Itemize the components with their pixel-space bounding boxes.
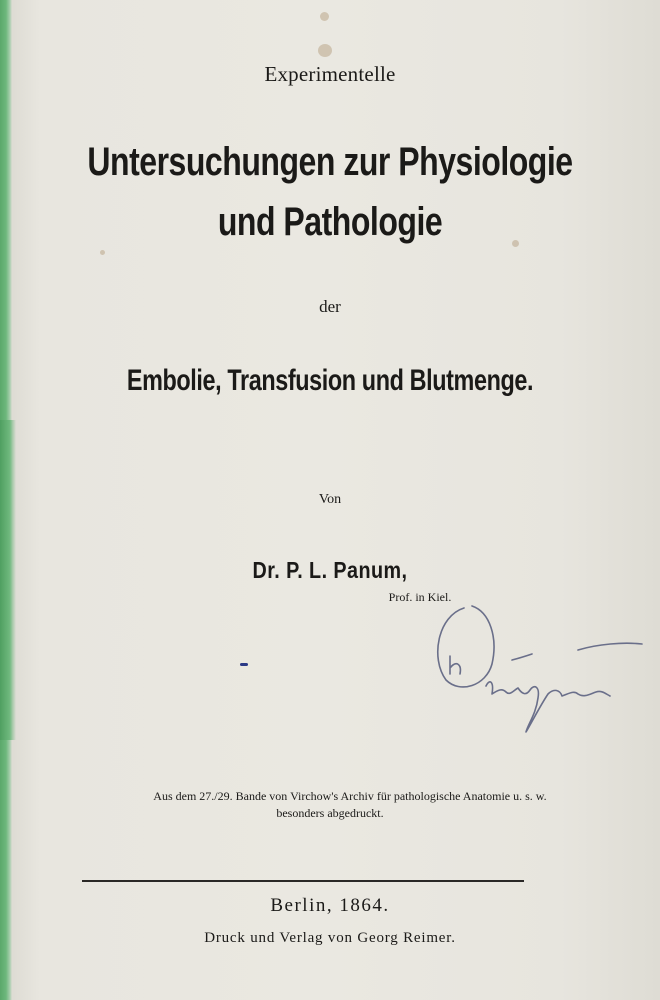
publisher-line: Druck und Verlag von Georg Reimer. xyxy=(204,930,456,946)
reprint-note-line-2: besonders abgedruckt. xyxy=(276,806,384,820)
green-binding-edge-lower xyxy=(0,420,16,740)
foxing-stain xyxy=(100,250,105,255)
title-line-1: Untersuchungen zur Physiologie xyxy=(87,140,573,184)
foxing-stain xyxy=(320,12,329,21)
author-affiliation: Prof. in Kiel. xyxy=(388,590,452,604)
handwritten-signature-icon xyxy=(428,598,648,738)
title-line-3: Embolie, Transfusion und Blutmenge. xyxy=(126,364,534,397)
reprint-note-line-1: Aus dem 27./29. Bande von Virchow's Archiv für pathologische Anatomie u. s. w. xyxy=(153,789,547,803)
foxing-stain xyxy=(318,44,332,57)
title-line-2: und Pathologie xyxy=(217,200,443,244)
by-line: Von xyxy=(318,492,342,507)
place-and-year: Berlin, 1864. xyxy=(270,895,390,916)
ink-dash xyxy=(240,663,248,666)
author-name: Dr. P. L. Panum, xyxy=(252,557,408,583)
divider-rule xyxy=(82,880,524,882)
title-connector: der xyxy=(319,297,341,316)
pretitle: Experimentelle xyxy=(264,62,396,86)
